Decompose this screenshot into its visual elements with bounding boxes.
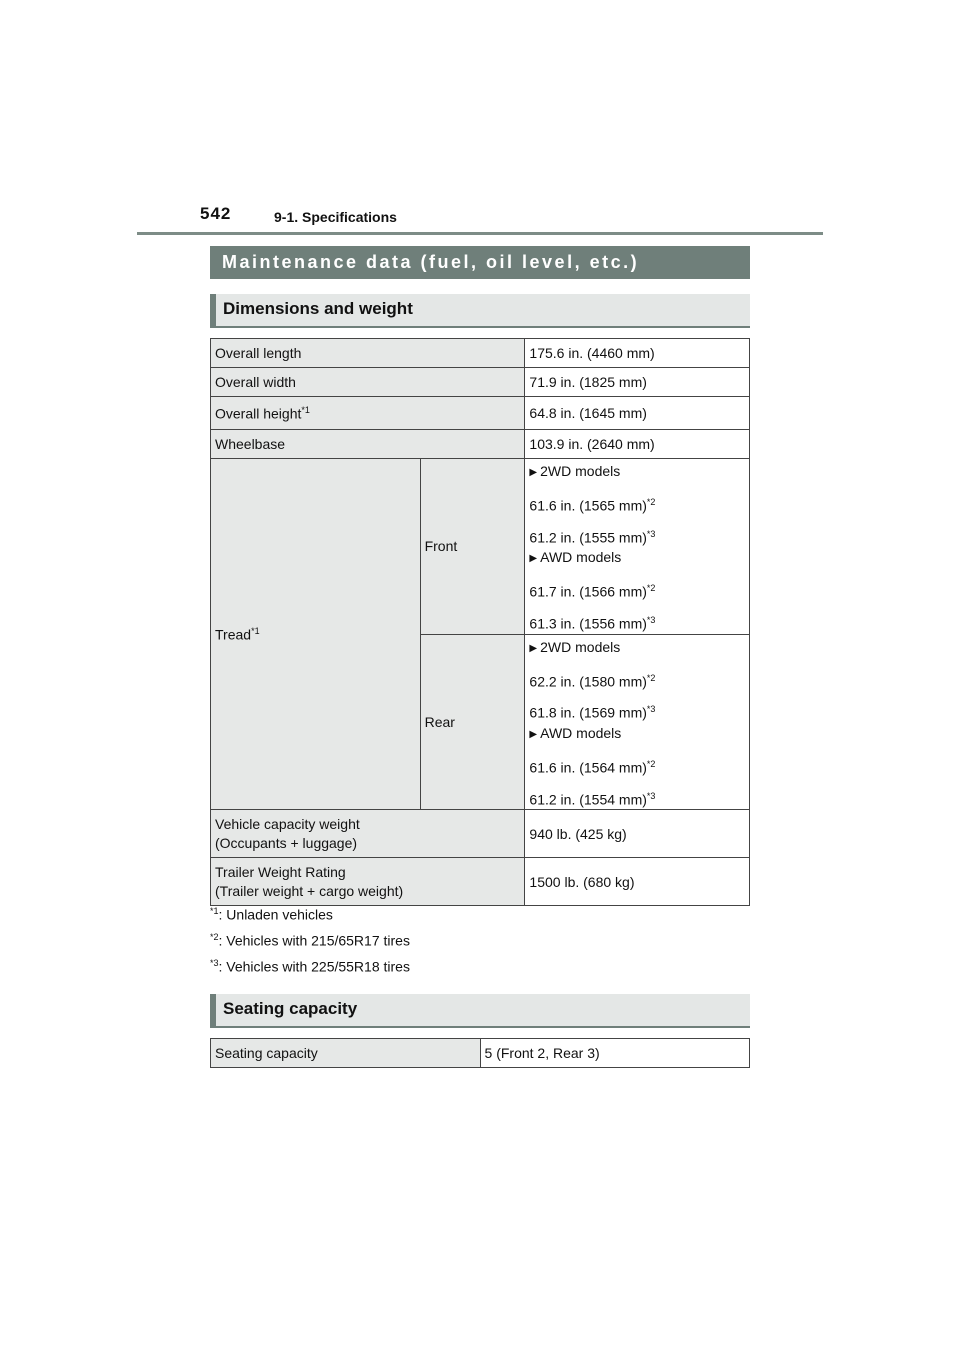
label-line: Vehicle capacity weight [215,815,360,832]
table-row [211,459,750,635]
section-banner: Maintenance data (fuel, oil level, etc.) [210,246,750,279]
list-item [529,612,745,632]
footnote-ref: *2 [646,583,656,594]
list-item [529,494,745,514]
footnote-mark: *1 [210,906,219,916]
footnote [210,950,410,976]
wheelbase-label: Wheelbase [211,430,525,459]
label-line: (Trailer weight + cargo weight) [215,882,404,899]
footnote-ref: *2 [646,758,656,769]
overall-height-value: 64.8 in. (1645 mm) [525,397,750,430]
list-item [529,756,745,776]
footnotes [210,898,410,976]
footnote-ref: *3 [646,614,656,625]
table-row [211,430,750,459]
tread-rear-values [525,634,750,810]
footnote-mark: *2 [210,932,219,942]
tread-value: 61.6 in. (1565 mm) [529,497,647,514]
header-rule [137,232,823,235]
list-item [529,526,745,546]
model-name: AWD models [540,724,622,741]
tread-label: Tread [215,626,252,643]
footnote-ref: *2 [646,497,656,507]
seating-capacity-value: 5 (Front 2, Rear 3) [480,1039,749,1068]
footnote-mark: *3 [210,958,219,968]
tread-value: 61.3 in. (1556 mm) [529,615,647,632]
footnote-ref: *1 [301,404,310,415]
footnote-text: : Vehicles with 225/55R18 tires [218,958,410,975]
table-row [211,397,750,430]
dimensions-heading: Dimensions and weight [210,294,750,328]
tread-value: 61.2 in. (1554 mm) [529,791,647,808]
model-group [529,725,745,744]
model-group [529,549,745,568]
footnote [210,898,410,924]
model-name: AWD models [540,549,622,566]
label-line: Trailer Weight Rating [215,863,346,880]
footnote-ref: *3 [646,704,656,715]
tread-value: 61.7 in. (1566 mm) [529,583,647,600]
seating-table [210,1038,750,1068]
overall-length-value: 175.6 in. (4460 mm) [525,339,750,368]
tread-label-cell [211,459,421,810]
dimensions-table [210,338,750,906]
model-group [529,463,745,482]
footnote-ref: *1 [251,625,260,636]
list-item [529,670,745,690]
triangle-bullet-icon: ▶ [529,728,538,740]
triangle-bullet-icon: ▶ [529,642,538,654]
model-name: 2WD models [540,638,621,655]
tread-front-label: Front [420,459,525,635]
footnote-ref: *2 [646,672,656,683]
list-item [529,701,745,721]
footnote-text: : Unladen vehicles [218,906,333,923]
tread-rear-label: Rear [420,634,525,810]
overall-width-value: 71.9 in. (1825 mm) [525,368,750,397]
capacity-weight-value: 940 lb. (425 kg) [525,810,750,858]
table-row [211,339,750,368]
list-item [529,788,745,808]
tread-value: 61.6 in. (1564 mm) [529,759,647,776]
overall-height-label-cell [211,397,525,430]
trailer-rating-value: 1500 lb. (680 kg) [525,858,750,906]
overall-height-label: Overall height [215,405,302,422]
table-row [211,810,750,858]
capacity-weight-label [211,810,525,858]
tread-value: 62.2 in. (1580 mm) [529,673,647,690]
footnote-text: : Vehicles with 215/65R17 tires [218,932,410,949]
tread-value: 61.8 in. (1569 mm) [529,704,647,721]
overall-width-label: Overall width [211,368,525,397]
seating-capacity-label: Seating capacity [211,1039,481,1068]
page-number: 542 [200,204,232,223]
label-line: (Occupants + luggage) [215,834,358,851]
wheelbase-value: 103.9 in. (2640 mm) [525,430,750,459]
footnote [210,924,410,950]
model-name: 2WD models [540,463,621,479]
footnote-ref: *3 [646,528,656,539]
section-title: 9-1. Specifications [274,209,397,225]
table-row [211,1039,750,1068]
tread-value: 61.2 in. (1555 mm) [529,529,647,546]
triangle-bullet-icon: ▶ [529,467,538,478]
seating-heading: Seating capacity [210,994,750,1028]
tread-front-values [525,459,750,635]
list-item [529,580,745,600]
table-row [211,368,750,397]
model-group [529,639,745,658]
triangle-bullet-icon: ▶ [529,553,538,565]
footnote-ref: *3 [646,790,656,801]
overall-length-label: Overall length [211,339,525,368]
